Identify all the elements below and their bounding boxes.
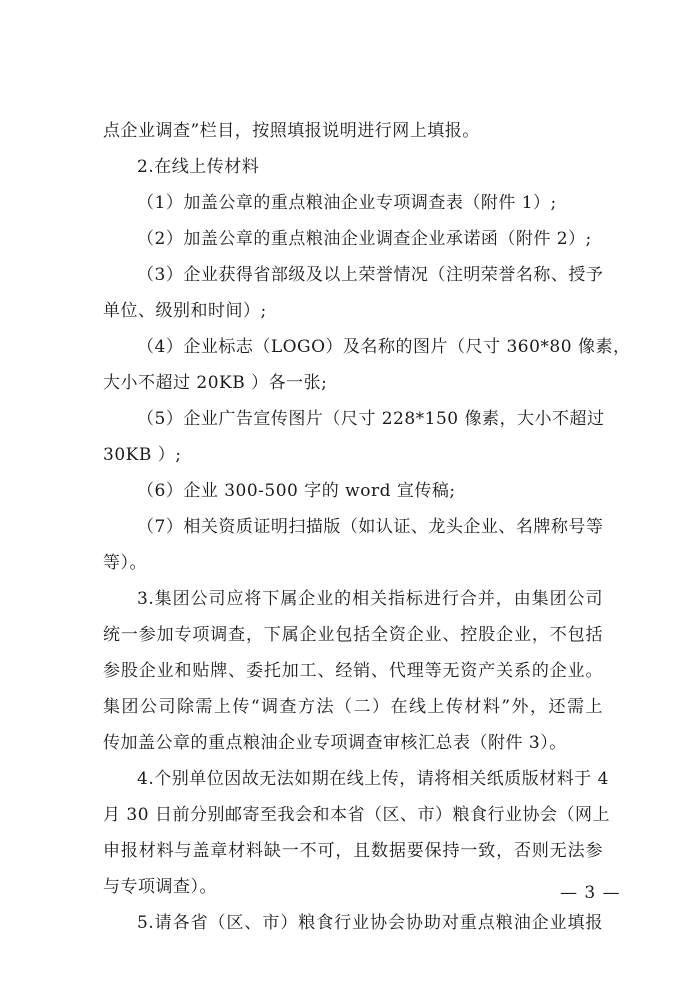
text-line: （2）加盖公章的重点粮油企业调查企业承诺函（附件 2）; (137, 229, 592, 249)
text-line: 点企业调查”栏目，按照填报说明进行网上填报。 (103, 121, 480, 141)
body-text (103, 113, 631, 941)
text-line: 2.在线上传材料 (137, 157, 260, 177)
text-line: （6）企业 300-500 字的 word 宣传稿; (137, 481, 456, 501)
text-line: 4.个别单位因故无法如期在线上传，请将相关纸质版材料于 4 (137, 769, 609, 789)
text-line: 集团公司除需上传“调查方法（二）在线上传材料”外，还需上 (103, 697, 603, 717)
text-line: （3）企业获得省部级及以上荣誉情况（注明荣誉名称、授予 (137, 265, 604, 285)
page-number: — 3 — (560, 883, 621, 903)
text-line: （4）企业标志（LOGO）及名称的图片（尺寸 360*80 像素， (137, 337, 631, 357)
text-line: 申报材料与盖章材料缺一不可，且数据要保持一致，否则无法参 (103, 841, 603, 861)
text-line: 参股企业和贴牌、委托加工、经销、代理等无资产关系的企业。 (103, 661, 603, 681)
text-line: （1）加盖公章的重点粮油企业专项调查表（附件 1）; (137, 193, 557, 213)
text-line: 3.集团公司应将下属企业的相关指标进行合并，由集团公司 (137, 589, 603, 609)
text-line: 月 30 日前分别邮寄至我会和本省（区、市）粮食行业协会（网上 (103, 805, 610, 825)
text-line: （7）相关资质证明扫描版（如认证、龙头企业、名牌称号等 (137, 517, 604, 537)
text-line: 5.请各省（区、市）粮食行业协会协助对重点粮油企业填报 (137, 913, 603, 933)
text-line: 统一参加专项调查，下属企业包括全资企业、控股企业，不包括 (103, 625, 603, 645)
text-line: 30KB ）; (103, 445, 182, 465)
text-line: 传加盖公章的重点粮油企业专项调查审核汇总表（附件 3）。 (103, 733, 567, 753)
text-line: 与专项调查）。 (103, 877, 217, 897)
text-line: 大小不超过 20KB ）各一张; (103, 373, 328, 393)
text-line: 单位、级别和时间）; (103, 301, 267, 321)
text-line: （5）企业广告宣传图片（尺寸 228*150 像素，大小不超过 (137, 409, 605, 429)
text-line: 等）。 (103, 553, 147, 573)
